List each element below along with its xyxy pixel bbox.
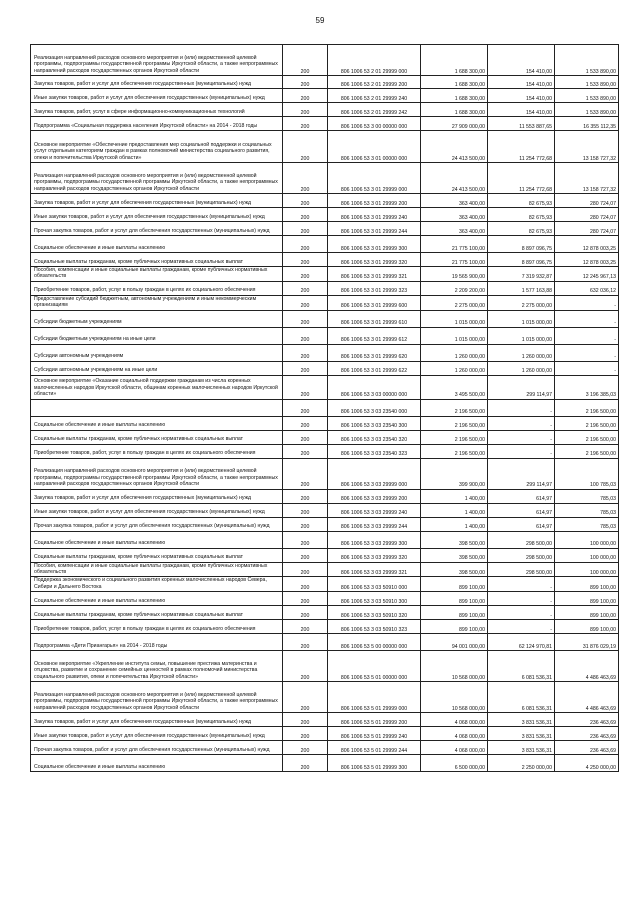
row-classification: 806 1006 53 3 03 29999 240 [328,503,421,517]
row-executed-amount: 154 410,00 [488,76,555,89]
row-name: Поддержка экономического и социального развития коренных малочисленных народов Севера, Сибири и Дальнего Востока [31,577,283,592]
table-row [31,713,619,727]
row-classification: 806 1006 53 2 01 29999 000 [328,45,421,76]
row-name: Пособия, компенсации и иные социальные выплаты гражданам, кроме публичных нормативных обязательств [31,267,283,282]
row-classification: 806 1006 53 3 03 29999 300 [328,531,421,548]
row-code: 200 [283,375,328,399]
table-row [31,399,619,416]
row-remaining-amount: 899 100,00 [555,620,619,634]
row-code: 200 [283,267,328,282]
table-row [31,416,619,430]
row-classification: 806 1006 53 2 01 29999 240 [328,89,421,103]
row-code: 200 [283,531,328,548]
row-classification: 806 1006 53 3 03 23540 300 [328,416,421,430]
row-executed-amount: 11 254 772,68 [488,163,555,194]
row-name: Иные закупки товаров, работ и услуг для обеспечения государственных (муниципальных) нужд [31,208,283,222]
row-executed-amount: - [488,620,555,634]
row-classification: 806 1006 53 3 01 29999 600 [328,295,421,310]
row-name: Основное мероприятие «Оказание социальной поддержки гражданам из числа коренных малочисленных народов Иркутской области, общинам коренных малочисленных народов Иркутской области» [31,375,283,399]
row-classification: 806 1006 53 3 01 29999 240 [328,208,421,222]
row-classification: 806 1006 53 3 01 29999 622 [328,361,421,375]
row-classification: 806 1006 53 3 03 29999 321 [328,562,421,577]
row-approved-amount: 21 775 100,00 [421,253,488,267]
row-code: 200 [283,682,328,713]
row-executed-amount: 82 675,93 [488,222,555,236]
row-classification: 806 1006 53 3 01 29999 620 [328,344,421,361]
row-name: Иные закупки товаров, работ и услуг для обеспечения государственных (муниципальных) нужд [31,503,283,517]
row-name: Социальное обеспечение и иные выплаты населению [31,236,283,253]
row-remaining-amount: 16 355 112,35 [555,117,619,131]
row-code: 200 [283,577,328,592]
row-remaining-amount: 4 486 463,69 [555,682,619,713]
row-code: 200 [283,253,328,267]
row-classification: 806 1006 53 3 03 50910 300 [328,592,421,606]
row-approved-amount: 899 100,00 [421,577,488,592]
row-remaining-amount: 4 250 000,00 [555,755,619,772]
table-row [31,489,619,503]
row-classification: 806 1006 53 3 01 29999 612 [328,327,421,344]
row-executed-amount: - [488,577,555,592]
row-executed-amount: 298 500,00 [488,562,555,577]
row-remaining-amount: 236 463,69 [555,741,619,755]
table-row [31,236,619,253]
row-name: Подпрограмма «Социальная поддержка населения Иркутской области» на 2014 - 2018 годы [31,117,283,131]
row-executed-amount: 1 015 000,00 [488,310,555,327]
row-remaining-amount: 785,03 [555,489,619,503]
row-approved-amount: 1 400,00 [421,517,488,531]
row-name: Социальное обеспечение и иные выплаты населению [31,755,283,772]
row-name: Субсидии бюджетным учреждениям на иные цели [31,327,283,344]
row-remaining-amount: 2 196 500,00 [555,430,619,444]
row-classification: 806 1006 53 3 03 23540 323 [328,444,421,458]
table-row [31,327,619,344]
table-row [31,444,619,458]
budget-table-body [31,45,619,772]
row-code: 200 [283,281,328,295]
row-approved-amount: 1 260 000,00 [421,361,488,375]
table-row [31,562,619,577]
row-classification: 806 1006 53 3 03 00000 000 [328,375,421,399]
row-code: 200 [283,399,328,416]
row-name: Субсидии бюджетным учреждениям [31,310,283,327]
row-name: Социальное обеспечение и иные выплаты населению [31,592,283,606]
row-classification: 806 1006 53 5 01 00000 000 [328,651,421,682]
row-executed-amount: 3 831 536,31 [488,741,555,755]
table-row [31,531,619,548]
row-approved-amount: 10 568 000,00 [421,682,488,713]
row-name: Реализация направлений расходов основного мероприятия и (или) ведомственной целевой программы, подпрограммы государственной программы Иркутской области, а также непрограммных направлений расходов государственных органов Иркутской области [31,458,283,489]
row-executed-amount: 8 897 096,75 [488,253,555,267]
row-name: Пособия, компенсации и иные социальные выплаты гражданам, кроме публичных нормативных обязательств [31,562,283,577]
row-executed-amount: 3 831 536,31 [488,727,555,741]
row-approved-amount: 363 400,00 [421,208,488,222]
table-row [31,651,619,682]
row-name: Основное мероприятие «Обеспечение предоставления мер социальной поддержки и социальных услуг отдельным категориям граждан в рамках полномочий министерства социального развития, опеки и попечительства Иркутской области» [31,131,283,163]
row-name: Реализация направлений расходов основного мероприятия и (или) ведомственной целевой программы, подпрограммы государственной программы Иркутской области, а также непрограммных направлений расходов государственных органов Иркутской области [31,682,283,713]
row-approved-amount: 2 196 500,00 [421,444,488,458]
row-remaining-amount: 1 533 890,00 [555,103,619,117]
row-approved-amount: 24 413 500,00 [421,163,488,194]
table-row [31,310,619,327]
row-remaining-amount: 12 878 003,25 [555,236,619,253]
row-code: 200 [283,592,328,606]
row-classification: 806 1006 53 5 01 29999 000 [328,682,421,713]
row-classification: 806 1006 53 5 01 29999 244 [328,741,421,755]
row-remaining-amount: - [555,295,619,310]
row-name: Предоставление субсидий бюджетным, автономным учреждениям и иным некоммерческим организациям [31,295,283,310]
table-row [31,548,619,562]
row-executed-amount: 299 114,97 [488,458,555,489]
row-name: Прочая закупка товаров, работ и услуг для обеспечения государственных (муниципальных) нужд [31,741,283,755]
table-row [31,755,619,772]
row-code: 200 [283,713,328,727]
row-code: 200 [283,163,328,194]
row-approved-amount: 363 400,00 [421,222,488,236]
row-code: 200 [283,76,328,89]
row-classification: 806 1006 53 5 01 29999 240 [328,727,421,741]
row-name: Закупка товаров, работ и услуг для обеспечения государственных (муниципальных) нужд [31,194,283,208]
row-classification: 806 1006 53 3 01 29999 000 [328,163,421,194]
row-code: 200 [283,310,328,327]
row-executed-amount: - [488,444,555,458]
row-name: Социальное обеспечение и иные выплаты населению [31,531,283,548]
row-name: Социальные выплаты гражданам, кроме публичных нормативных социальных выплат [31,548,283,562]
table-row [31,517,619,531]
row-executed-amount: 299 114,97 [488,375,555,399]
table-row [31,208,619,222]
row-remaining-amount: - [555,327,619,344]
row-code: 200 [283,430,328,444]
table-row [31,634,619,651]
table-row [31,222,619,236]
row-executed-amount: 7 319 932,87 [488,267,555,282]
row-remaining-amount: 12 878 003,25 [555,253,619,267]
row-executed-amount: - [488,416,555,430]
row-executed-amount: 62 124 970,81 [488,634,555,651]
row-name: Социальные выплаты гражданам, кроме публичных нормативных социальных выплат [31,253,283,267]
row-remaining-amount: - [555,310,619,327]
row-executed-amount: 6 081 536,31 [488,682,555,713]
row-approved-amount: 2 275 000,00 [421,295,488,310]
row-code: 200 [283,741,328,755]
row-remaining-amount: 1 533 890,00 [555,45,619,76]
table-row [31,131,619,163]
row-name: Субсидии автономным учреждениям на иные цели [31,361,283,375]
row-executed-amount: 1 260 000,00 [488,361,555,375]
row-classification: 806 1006 53 5 01 29999 300 [328,755,421,772]
row-remaining-amount: 1 533 890,00 [555,76,619,89]
row-remaining-amount: 2 196 500,00 [555,399,619,416]
row-approved-amount: 363 400,00 [421,194,488,208]
row-name: Закупка товаров, работ и услуг для обеспечения государственных (муниципальных) нужд [31,76,283,89]
row-remaining-amount: 785,03 [555,503,619,517]
row-approved-amount: 398 500,00 [421,548,488,562]
row-code: 200 [283,45,328,76]
row-approved-amount: 899 100,00 [421,620,488,634]
row-code: 200 [283,194,328,208]
row-approved-amount: 398 500,00 [421,562,488,577]
row-name: Прочая закупка товаров, работ и услуг для обеспечения государственных (муниципальных) нужд [31,517,283,531]
row-approved-amount: 1 688 300,00 [421,45,488,76]
row-remaining-amount: 100 785,03 [555,458,619,489]
row-classification: 806 1006 53 3 01 29999 320 [328,253,421,267]
table-row [31,375,619,399]
row-classification: 806 1006 53 3 03 23540 320 [328,430,421,444]
row-approved-amount: 1 400,00 [421,489,488,503]
row-remaining-amount: - [555,361,619,375]
row-classification: 806 1006 53 3 01 29999 200 [328,194,421,208]
row-approved-amount: 24 413 500,00 [421,131,488,163]
row-name: Субсидии автономным учреждениям [31,344,283,361]
row-executed-amount: 82 675,93 [488,194,555,208]
row-executed-amount: 2 275 000,00 [488,295,555,310]
table-row [31,194,619,208]
row-executed-amount: 6 081 536,31 [488,651,555,682]
row-approved-amount: 4 068 000,00 [421,727,488,741]
row-remaining-amount: - [555,344,619,361]
row-approved-amount: 4 068 000,00 [421,713,488,727]
row-executed-amount: - [488,606,555,620]
row-classification: 806 1006 53 5 00 00000 000 [328,634,421,651]
row-executed-amount: 1 260 000,00 [488,344,555,361]
row-executed-amount: 8 897 096,75 [488,236,555,253]
row-classification: 806 1006 53 3 00 00000 000 [328,117,421,131]
row-classification: 806 1006 53 3 01 29999 323 [328,281,421,295]
row-classification: 806 1006 53 3 01 29999 300 [328,236,421,253]
table-row [31,503,619,517]
table-row [31,76,619,89]
row-remaining-amount: 280 724,07 [555,208,619,222]
row-approved-amount: 3 495 500,00 [421,375,488,399]
row-classification: 806 1006 53 3 03 29999 244 [328,517,421,531]
row-executed-amount: 82 675,93 [488,208,555,222]
row-approved-amount: 2 209 200,00 [421,281,488,295]
row-executed-amount: 614,97 [488,503,555,517]
row-executed-amount: 3 831 536,31 [488,713,555,727]
row-classification: 806 1006 53 3 01 29999 244 [328,222,421,236]
row-remaining-amount: 899 100,00 [555,606,619,620]
row-approved-amount: 19 565 900,00 [421,267,488,282]
row-classification: 806 1006 53 3 03 29999 200 [328,489,421,503]
table-row [31,430,619,444]
row-name: Реализация направлений расходов основного мероприятия и (или) ведомственной целевой программы, подпрограммы государственной программы Иркутской области, а также непрограммных направлений расходов государственных органов Иркутской области [31,45,283,76]
row-approved-amount: 2 196 500,00 [421,399,488,416]
row-remaining-amount: 280 724,07 [555,222,619,236]
page-number: 59 [315,16,325,25]
row-code: 200 [283,89,328,103]
row-executed-amount: 298 500,00 [488,531,555,548]
row-remaining-amount: 899 100,00 [555,577,619,592]
table-row [31,295,619,310]
row-name: Подпрограмма «Дети Приангарья» на 2014 - 2018 годы [31,634,283,651]
row-code: 200 [283,236,328,253]
row-approved-amount: 2 196 500,00 [421,416,488,430]
row-code: 200 [283,503,328,517]
table-row [31,267,619,282]
row-code: 200 [283,562,328,577]
table-row [31,45,619,76]
row-remaining-amount: 236 463,69 [555,713,619,727]
row-approved-amount: 1 400,00 [421,503,488,517]
row-remaining-amount: 785,03 [555,517,619,531]
row-executed-amount: 11 553 887,65 [488,117,555,131]
row-code: 200 [283,634,328,651]
table-row [31,344,619,361]
row-code: 200 [283,131,328,163]
row-executed-amount: 614,97 [488,489,555,503]
table-row [31,682,619,713]
row-code: 200 [283,517,328,531]
budget-table [30,44,619,772]
row-name: Основное мероприятие «Укрепление института семьи, повышение престижа материнства и отцовства, развитие и сохранение семейных ценностей в рамках полномочий министерства социального развития, опеки и попечительства Иркутской области» [31,651,283,682]
row-approved-amount: 4 068 000,00 [421,741,488,755]
row-approved-amount: 21 775 100,00 [421,236,488,253]
row-code: 200 [283,606,328,620]
table-row [31,163,619,194]
row-classification: 806 1006 53 3 03 50910 320 [328,606,421,620]
row-executed-amount: 154 410,00 [488,89,555,103]
row-classification: 806 1006 53 3 03 29999 320 [328,548,421,562]
row-code: 200 [283,620,328,634]
table-row [31,727,619,741]
table-row [31,117,619,131]
row-code: 200 [283,295,328,310]
row-code: 200 [283,222,328,236]
row-name: Иные закупки товаров, работ и услуг для обеспечения государственных (муниципальных) нужд [31,727,283,741]
row-remaining-amount: 31 876 029,19 [555,634,619,651]
row-executed-amount: - [488,592,555,606]
row-name: Приобретение товаров, работ, услуг в пользу граждан в целях их социального обеспечения [31,444,283,458]
row-remaining-amount: 2 196 500,00 [555,444,619,458]
table-row [31,361,619,375]
row-code: 200 [283,103,328,117]
row-executed-amount: - [488,399,555,416]
row-code: 200 [283,327,328,344]
row-approved-amount: 27 909 000,00 [421,117,488,131]
row-remaining-amount: 632 036,12 [555,281,619,295]
row-classification: 806 1006 53 3 03 29999 000 [328,458,421,489]
row-executed-amount: - [488,430,555,444]
row-approved-amount: 94 001 000,00 [421,634,488,651]
row-code: 200 [283,208,328,222]
row-remaining-amount: 236 463,69 [555,727,619,741]
row-code: 200 [283,458,328,489]
row-code: 200 [283,727,328,741]
row-executed-amount: 11 254 772,68 [488,131,555,163]
table-row [31,103,619,117]
row-approved-amount: 398 500,00 [421,531,488,548]
row-executed-amount: 1 015 000,00 [488,327,555,344]
row-code: 200 [283,117,328,131]
row-name: Социальные выплаты гражданам, кроме публичных нормативных социальных выплат [31,606,283,620]
row-executed-amount: 154 410,00 [488,45,555,76]
table-row [31,592,619,606]
row-remaining-amount: 100 000,00 [555,531,619,548]
row-remaining-amount: 100 000,00 [555,548,619,562]
row-approved-amount: 1 015 000,00 [421,310,488,327]
row-classification: 806 1006 53 3 01 29999 610 [328,310,421,327]
row-name: Приобретение товаров, работ, услуг в пользу граждан в целях их социального обеспечения [31,281,283,295]
row-classification: 806 1006 53 2 01 29999 200 [328,76,421,89]
row-approved-amount: 1 260 000,00 [421,344,488,361]
row-classification: 806 1006 53 2 01 29999 242 [328,103,421,117]
table-row [31,89,619,103]
row-remaining-amount: 100 000,00 [555,562,619,577]
row-approved-amount: 399 900,00 [421,458,488,489]
row-code: 200 [283,344,328,361]
row-executed-amount: 1 577 163,88 [488,281,555,295]
row-approved-amount: 899 100,00 [421,606,488,620]
row-name: Иные закупки товаров, работ и услуг для обеспечения государственных (муниципальных) нужд [31,89,283,103]
row-approved-amount: 6 500 000,00 [421,755,488,772]
row-classification: 806 1006 53 3 03 23540 000 [328,399,421,416]
row-code: 200 [283,416,328,430]
table-row [31,458,619,489]
row-approved-amount: 1 015 000,00 [421,327,488,344]
row-code: 200 [283,361,328,375]
row-classification: 806 1006 53 3 03 50910 000 [328,577,421,592]
row-code: 200 [283,489,328,503]
row-code: 200 [283,548,328,562]
row-remaining-amount: 13 158 727,32 [555,163,619,194]
row-classification: 806 1006 53 3 03 50910 323 [328,620,421,634]
row-remaining-amount: 1 533 890,00 [555,89,619,103]
row-approved-amount: 1 688 300,00 [421,103,488,117]
row-name: Социальные выплаты гражданам, кроме публичных нормативных социальных выплат [31,430,283,444]
row-remaining-amount: 3 196 385,03 [555,375,619,399]
row-code: 200 [283,755,328,772]
row-remaining-amount: 899 100,00 [555,592,619,606]
table-row [31,606,619,620]
row-name: Прочая закупка товаров, работ и услуг для обеспечения государственных (муниципальных) нужд [31,222,283,236]
row-name: Приобретение товаров, работ, услуг в пользу граждан в целях их социального обеспечения [31,620,283,634]
row-remaining-amount: 13 158 727,32 [555,131,619,163]
row-code: 200 [283,651,328,682]
table-row [31,620,619,634]
table-row [31,577,619,592]
row-name: Социальное обеспечение и иные выплаты населению [31,416,283,430]
row-executed-amount: 154 410,00 [488,103,555,117]
row-remaining-amount: 12 245 967,13 [555,267,619,282]
table-row [31,741,619,755]
row-code: 200 [283,444,328,458]
row-name: Закупка товаров, работ и услуг для обеспечения государственных (муниципальных) нужд [31,489,283,503]
row-executed-amount: 298 500,00 [488,548,555,562]
row-name [31,399,283,416]
row-classification: 806 1006 53 3 01 00000 000 [328,131,421,163]
table-row [31,281,619,295]
row-classification: 806 1006 53 5 01 29999 200 [328,713,421,727]
row-remaining-amount: 2 196 500,00 [555,416,619,430]
row-approved-amount: 2 196 500,00 [421,430,488,444]
row-name: Закупка товаров, работ и услуг для обеспечения государственных (муниципальных) нужд [31,713,283,727]
row-executed-amount: 2 250 000,00 [488,755,555,772]
row-approved-amount: 10 568 000,00 [421,651,488,682]
row-approved-amount: 899 100,00 [421,592,488,606]
table-row [31,253,619,267]
row-name: Закупка товаров, работ, услуг в сфере информационно-коммуникационных технологий [31,103,283,117]
row-executed-amount: 614,97 [488,517,555,531]
row-approved-amount: 1 688 300,00 [421,76,488,89]
row-name: Реализация направлений расходов основного мероприятия и (или) ведомственной целевой программы, подпрограммы государственной программы Иркутской области, а также непрограммных направлений расходов государственных органов Иркутской области [31,163,283,194]
row-approved-amount: 1 688 300,00 [421,89,488,103]
row-remaining-amount: 280 724,07 [555,194,619,208]
row-classification: 806 1006 53 3 01 29999 321 [328,267,421,282]
row-remaining-amount: 4 486 463,69 [555,651,619,682]
